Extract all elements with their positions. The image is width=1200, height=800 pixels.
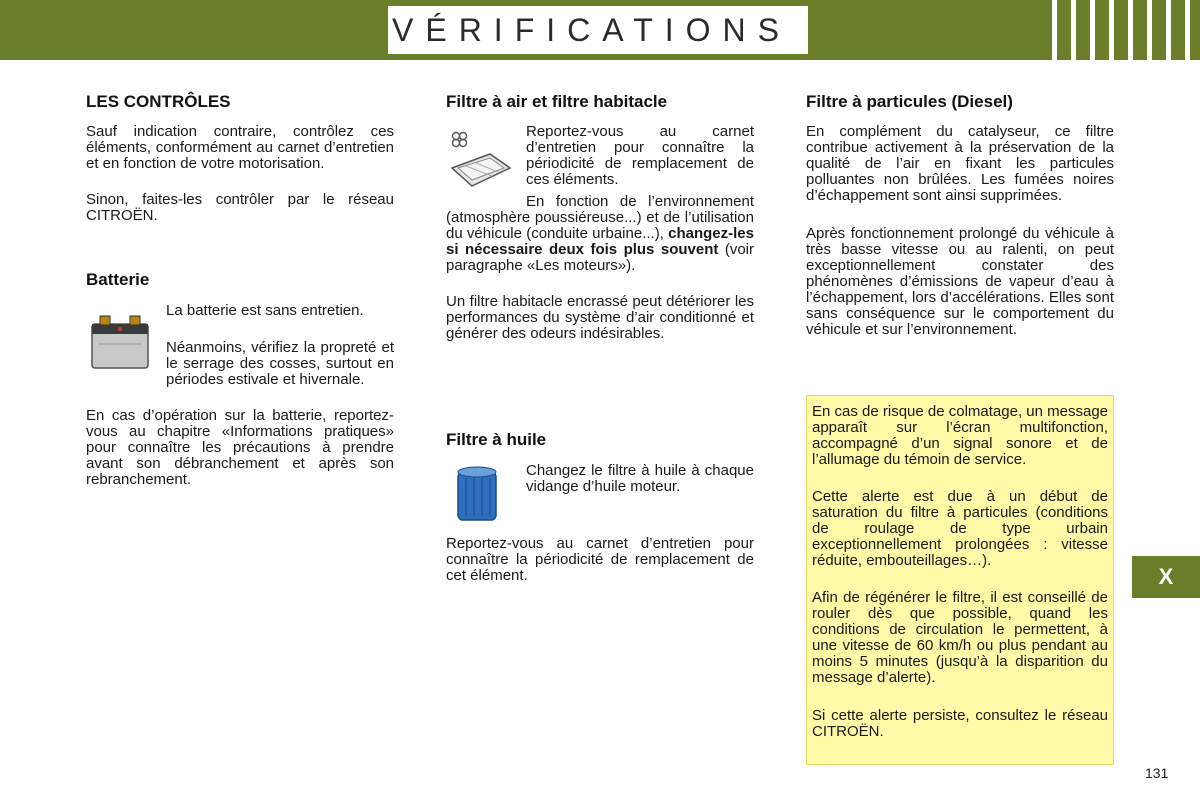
battery-operation: En cas d’opération sur la batterie, reportez-vous au chapitre «Informations pratiques» pour connaître les précautions à prendre avant son débranchement et après son rebranchement. [86,407,394,488]
header-bar [0,0,1200,60]
battery-maintenance-free: La batterie est sans entretien. [166,302,364,319]
header-stripe [1128,0,1133,60]
page-number: 131 [1145,765,1169,781]
header-stripe [1090,0,1095,60]
cabin-filter-icon [446,128,514,199]
battery-icon [88,310,152,377]
cabin-filter-warning: Un filtre habitacle encrassé peut détériorer les performances du système d’air conditionné et générer des odeurs indésirables. [446,293,754,342]
controls-intro: Sauf indication contraire, contrôlez ces éléments, conformément au carnet d’entretien et en fonction de votre motorisation. [86,123,394,172]
header-stripe [1052,0,1057,60]
header-stripe [1109,0,1114,60]
controls-heading: LES CONTRÔLES [86,92,231,111]
air-filter-change-emphasis: changez-les si nécessaire deux fois plus souvent [446,225,754,258]
alert-saturation: Cette alerte est due à un début de saturation du filtre à particules (conditions de roulage de type urbain exceptionnellement prolongées : vitesse réduite, embouteillages…). [812,488,1108,569]
particle-filter-intro: En complément du catalyseur, ce filtre contribue activement à la préservation de la qualité de l’air en fixant les particules polluantes non brûlées. Les fumées noires d’échappement sont ainsi supprimées. [806,123,1114,204]
alert-persists: Si cette alerte persiste, consultez le réseau CITROËN. [812,707,1108,740]
controls-network: Sinon, faites-les contrôler par le réseau CITROËN. [86,191,394,224]
air-filter-heading: Filtre à air et filtre habitacle [446,92,668,111]
air-filter-periodicity: Reportez-vous au carnet d’entretien pour connaître la périodicité de remplacement de ces éléments. [526,123,754,188]
header-stripe [1166,0,1171,60]
battery-heading: Batterie [86,270,150,289]
air-filter-environment-text: En fonction de l’environnement (atmosphère poussiéreuse...) et de l’utilisation du véhicule (conduite urbaine...), [446,193,754,242]
air-filter-see-engines: (voir paragraphe «Les moteurs»). [446,241,754,274]
header-stripe [1071,0,1076,60]
alert-regenerate: Afin de régénérer le filtre, il est conseillé de rouler dès que possible, quand les conditions de circulation le permettent, à une vitesse de 60 km/h ou plus pendant au moins 5 minutes (jusqu’à la disparition du message d’alerte). [812,589,1108,686]
oil-filter-change: Changez le filtre à huile à chaque vidange d’huile moteur. [526,462,754,495]
chapter-tab[interactable]: X [1132,556,1200,598]
oil-filter-icon [452,464,502,531]
header-stripe [1185,0,1190,60]
oil-filter-periodicity: Reportez-vous au carnet d’entretien pour connaître la périodicité de remplacement de cet élément. [446,535,754,584]
alert-colmatage: En cas de risque de colmatage, un message apparaît sur l’écran multifonction, accompagné d’un signal sonore et de l’allumage du témoin de service. [812,403,1109,468]
oil-filter-heading: Filtre à huile [446,430,547,449]
particle-filter-heading: Filtre à particules (Diesel) [806,92,1013,111]
air-filter-environment [446,194,754,274]
header-stripe [1147,0,1152,60]
particle-filter-vapour: Après fonctionnement prolongé du véhicule à très basse vitesse ou au ralenti, on peut exceptionnellement constater des phénomènes d’émissions de vapeur d’eau à l’échappement, lors d’accélérations. Elles sont sans conséquence sur le comportement du véhicule et sur l’environnement. [806,225,1114,338]
battery-check: Néanmoins, vérifiez la propreté et le serrage des cosses, surtout en périodes estivale et hivernale. [166,339,394,388]
page-title: VÉRIFICATIONS [388,6,808,54]
